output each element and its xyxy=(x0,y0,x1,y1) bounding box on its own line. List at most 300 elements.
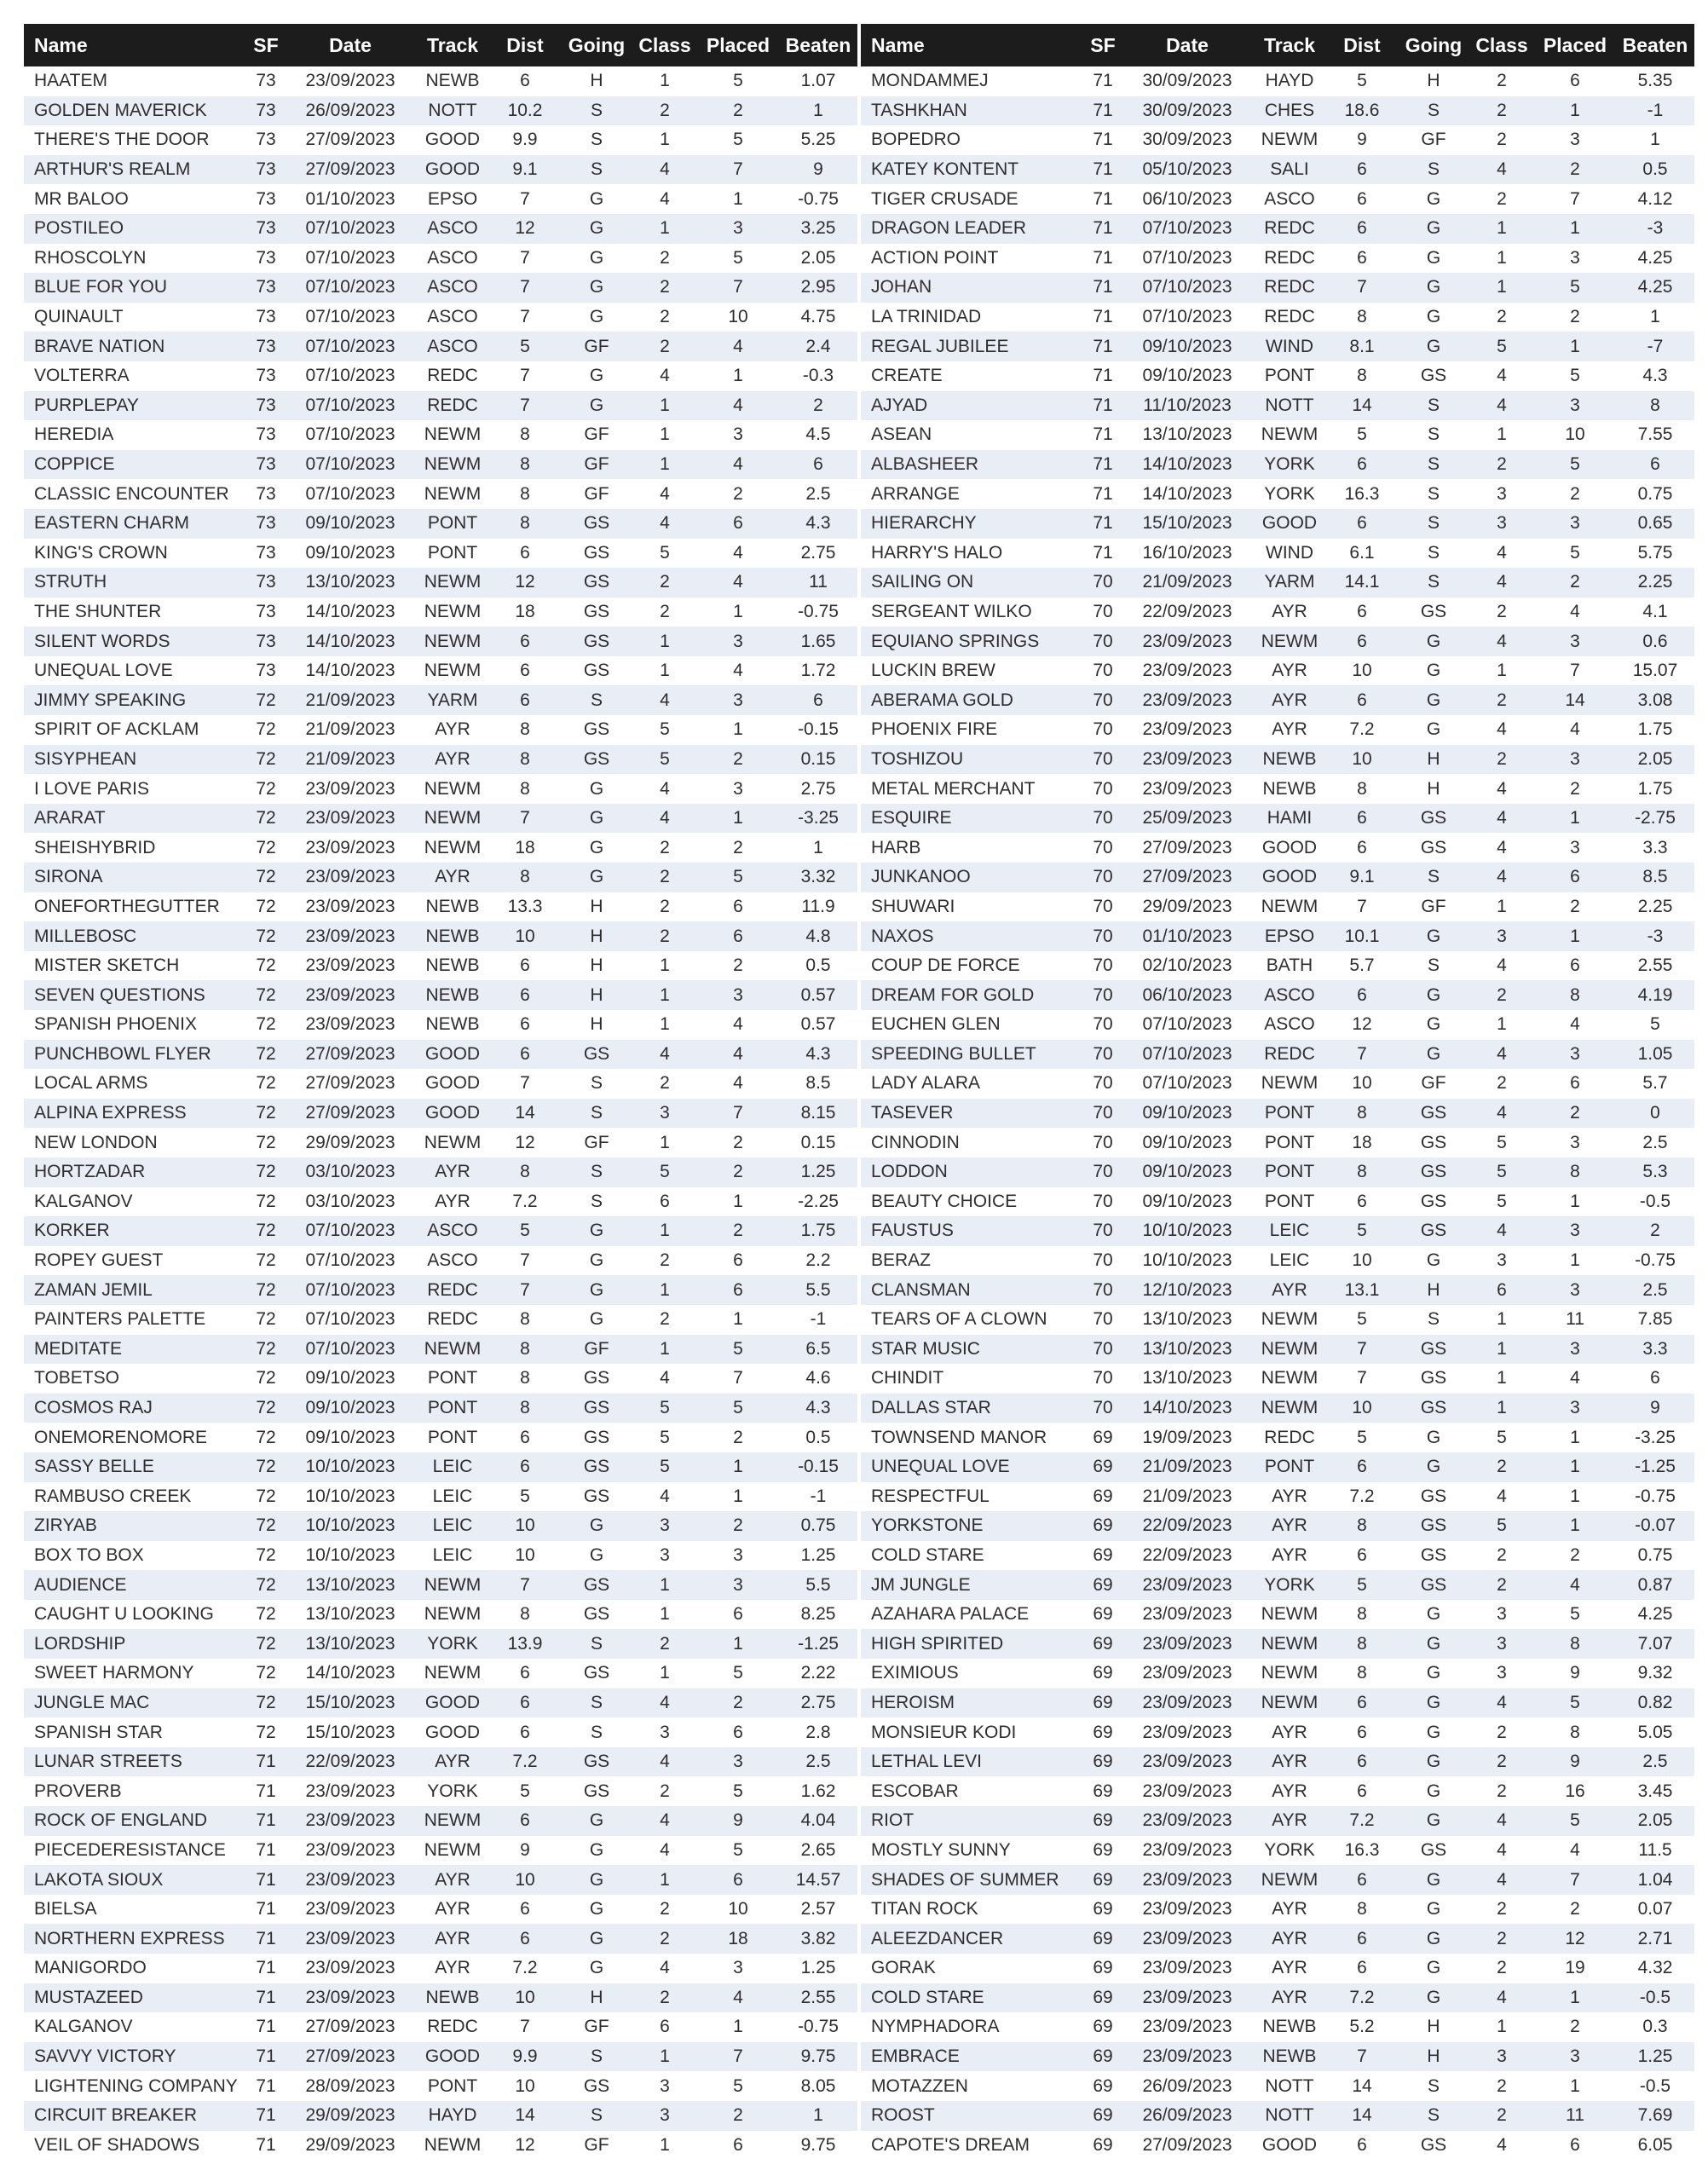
cell-date: 13/10/2023 xyxy=(285,568,416,597)
table-row xyxy=(24,214,857,244)
cell-track: PONT xyxy=(416,1423,489,1452)
cell-beaten: -1.25 xyxy=(779,1629,857,1659)
cell-dist: 13.3 xyxy=(489,892,561,922)
cell-date: 27/09/2023 xyxy=(285,1099,416,1129)
cell-sf: 69 xyxy=(1084,2042,1122,2072)
cell-date: 21/09/2023 xyxy=(1122,1482,1253,1512)
cell-sf: 72 xyxy=(247,1629,285,1659)
cell-sf: 73 xyxy=(247,184,285,214)
cell-track: REDC xyxy=(1253,214,1326,244)
cell-going: G xyxy=(561,1806,632,1836)
table-row xyxy=(861,804,1694,834)
cell-dist: 5 xyxy=(489,1776,561,1806)
cell-track: REDC xyxy=(416,361,489,391)
cell-date: 28/09/2023 xyxy=(285,2071,416,2101)
cell-beaten: 1.05 xyxy=(1616,1040,1694,1070)
cell-track: LEIC xyxy=(416,1511,489,1541)
table-row xyxy=(24,1394,857,1423)
cell-date: 14/10/2023 xyxy=(285,656,416,686)
table-row xyxy=(861,1717,1694,1747)
cell-placed: 2 xyxy=(697,479,779,509)
cell-placed: 3 xyxy=(1534,833,1616,863)
cell-dist: 10 xyxy=(489,1541,561,1571)
cell-name: TEARS OF A CLOWN xyxy=(861,1305,1084,1335)
cell-beaten: 1.25 xyxy=(779,1954,857,1983)
cell-class: 1 xyxy=(632,980,697,1010)
cell-date: 09/10/2023 xyxy=(285,1394,416,1423)
cell-dist: 6 xyxy=(1326,244,1398,274)
results-table-left xyxy=(24,24,857,2160)
table-row xyxy=(861,745,1694,775)
cell-beaten: 7.69 xyxy=(1616,2101,1694,2131)
cell-sf: 73 xyxy=(247,568,285,597)
cell-class: 3 xyxy=(632,1541,697,1571)
cell-date: 07/10/2023 xyxy=(285,273,416,303)
cell-track: PONT xyxy=(1253,1128,1326,1157)
cell-sf: 71 xyxy=(1084,96,1122,126)
cell-beaten: 2.65 xyxy=(779,1836,857,1866)
cell-placed: 5 xyxy=(1534,1688,1616,1718)
cell-beaten: -1 xyxy=(779,1482,857,1512)
cell-track: PONT xyxy=(416,1364,489,1394)
cell-going: G xyxy=(561,184,632,214)
cell-track: NEWM xyxy=(1253,892,1326,922)
cell-going: GS xyxy=(561,1600,632,1630)
cell-date: 26/09/2023 xyxy=(1122,2101,1253,2131)
cell-dist: 5 xyxy=(1326,1570,1398,1600)
cell-dist: 6 xyxy=(489,539,561,569)
cell-dist: 12 xyxy=(1326,1010,1398,1040)
cell-track: NOTT xyxy=(1253,2071,1326,2101)
cell-class: 1 xyxy=(632,2042,697,2072)
cell-date: 10/10/2023 xyxy=(285,1511,416,1541)
cell-going: S xyxy=(1398,2071,1469,2101)
cell-class: 4 xyxy=(632,804,697,834)
cell-sf: 69 xyxy=(1084,1452,1122,1482)
cell-track: PONT xyxy=(1253,1187,1326,1217)
cell-beaten: 8.5 xyxy=(779,1069,857,1099)
cell-track: NEWB xyxy=(416,1983,489,2013)
cell-dist: 18.6 xyxy=(1326,96,1398,126)
cell-sf: 72 xyxy=(247,921,285,951)
cell-placed: 2 xyxy=(697,1688,779,1718)
cell-going: GF xyxy=(1398,892,1469,922)
cell-name: HEREDIA xyxy=(24,420,247,450)
cell-beaten: 1 xyxy=(779,96,857,126)
cell-going: GF xyxy=(1398,1069,1469,1099)
cell-beaten: 7.55 xyxy=(1616,420,1694,450)
cell-name: LIGHTENING COMPANY xyxy=(24,2071,247,2101)
cell-placed: 1 xyxy=(1534,921,1616,951)
cell-placed: 1 xyxy=(697,184,779,214)
table-row xyxy=(24,1305,857,1335)
cell-date: 10/10/2023 xyxy=(285,1452,416,1482)
cell-track: EPSO xyxy=(416,184,489,214)
cell-sf: 71 xyxy=(247,1747,285,1777)
cell-dist: 10 xyxy=(1326,1394,1398,1423)
cell-dist: 10 xyxy=(1326,1069,1398,1099)
cell-beaten: -0.5 xyxy=(1616,1187,1694,1217)
cell-sf: 71 xyxy=(1084,125,1122,155)
cell-placed: 2 xyxy=(697,833,779,863)
cell-class: 5 xyxy=(632,745,697,775)
cell-sf: 71 xyxy=(1084,66,1122,96)
cell-track: REDC xyxy=(1253,273,1326,303)
cell-class: 4 xyxy=(632,184,697,214)
cell-placed: 3 xyxy=(1534,2042,1616,2072)
cell-dist: 9 xyxy=(1326,125,1398,155)
cell-beaten: 5.75 xyxy=(1616,539,1694,569)
cell-beaten: 1 xyxy=(1616,125,1694,155)
table-row xyxy=(861,2012,1694,2042)
cell-class: 2 xyxy=(1469,1776,1534,1806)
table-row xyxy=(24,1364,857,1394)
header-track: Track xyxy=(1253,24,1326,66)
cell-placed: 3 xyxy=(697,980,779,1010)
cell-sf: 70 xyxy=(1084,892,1122,922)
cell-beaten: -0.75 xyxy=(779,597,857,627)
table-row xyxy=(861,479,1694,509)
cell-class: 4 xyxy=(632,1482,697,1512)
cell-date: 23/09/2023 xyxy=(1122,626,1253,656)
cell-beaten: -0.75 xyxy=(1616,1246,1694,1276)
cell-class: 3 xyxy=(1469,509,1534,539)
cell-going: G xyxy=(1398,1924,1469,1954)
cell-track: SALI xyxy=(1253,155,1326,185)
cell-sf: 69 xyxy=(1084,1482,1122,1512)
cell-class: 2 xyxy=(1469,450,1534,480)
cell-beaten: 2.5 xyxy=(779,479,857,509)
cell-placed: 5 xyxy=(1534,1600,1616,1630)
table-row xyxy=(861,2131,1694,2161)
cell-date: 07/10/2023 xyxy=(1122,214,1253,244)
cell-dist: 6 xyxy=(1326,1776,1398,1806)
cell-sf: 69 xyxy=(1084,1983,1122,2013)
cell-date: 23/09/2023 xyxy=(1122,1688,1253,1718)
cell-beaten: 1.75 xyxy=(1616,715,1694,745)
cell-dist: 6 xyxy=(1326,1924,1398,1954)
cell-going: GF xyxy=(561,2012,632,2042)
cell-date: 09/10/2023 xyxy=(285,539,416,569)
cell-date: 23/09/2023 xyxy=(285,1806,416,1836)
cell-sf: 70 xyxy=(1084,1099,1122,1129)
cell-beaten: 4.12 xyxy=(1616,184,1694,214)
cell-class: 1 xyxy=(632,1275,697,1305)
cell-date: 27/09/2023 xyxy=(1122,833,1253,863)
cell-sf: 70 xyxy=(1084,1187,1122,1217)
cell-dist: 6 xyxy=(1326,833,1398,863)
cell-date: 23/09/2023 xyxy=(285,1895,416,1925)
cell-date: 07/10/2023 xyxy=(285,1246,416,1276)
table-row xyxy=(24,332,857,361)
cell-going: G xyxy=(561,1895,632,1925)
cell-class: 2 xyxy=(632,863,697,892)
table-row xyxy=(861,1511,1694,1541)
cell-name: JUNGLE MAC xyxy=(24,1688,247,1718)
cell-sf: 69 xyxy=(1084,1924,1122,1954)
cell-placed: 2 xyxy=(1534,303,1616,332)
cell-name: ROOST xyxy=(861,2101,1084,2131)
cell-placed: 4 xyxy=(697,1040,779,1070)
cell-class: 3 xyxy=(1469,479,1534,509)
cell-name: COPPICE xyxy=(24,450,247,480)
cell-class: 1 xyxy=(1469,1305,1534,1335)
cell-class: 4 xyxy=(1469,1688,1534,1718)
cell-sf: 72 xyxy=(247,1275,285,1305)
table-row xyxy=(861,1128,1694,1157)
cell-placed: 6 xyxy=(1534,1069,1616,1099)
cell-dist: 6 xyxy=(489,1040,561,1070)
cell-date: 23/09/2023 xyxy=(285,1865,416,1895)
table-row xyxy=(861,2042,1694,2072)
table-row xyxy=(24,1275,857,1305)
cell-placed: 2 xyxy=(1534,479,1616,509)
cell-going: G xyxy=(1398,626,1469,656)
cell-name: AUDIENCE xyxy=(24,1570,247,1600)
cell-track: GOOD xyxy=(416,155,489,185)
cell-class: 4 xyxy=(1469,863,1534,892)
cell-track: LEIC xyxy=(416,1482,489,1512)
cell-beaten: 0.5 xyxy=(779,951,857,981)
cell-beaten: 3.3 xyxy=(1616,1335,1694,1365)
cell-class: 2 xyxy=(1469,303,1534,332)
cell-placed: 10 xyxy=(697,1895,779,1925)
cell-beaten: 6.05 xyxy=(1616,2131,1694,2161)
cell-date: 13/10/2023 xyxy=(1122,1305,1253,1335)
cell-class: 1 xyxy=(1469,2012,1534,2042)
cell-dist: 7 xyxy=(489,1069,561,1099)
cell-dist: 6.1 xyxy=(1326,539,1398,569)
cell-sf: 69 xyxy=(1084,1511,1122,1541)
cell-date: 23/09/2023 xyxy=(285,1836,416,1866)
cell-beaten: 8.25 xyxy=(779,1600,857,1630)
cell-name: SAILING ON xyxy=(861,568,1084,597)
table-row xyxy=(861,1364,1694,1394)
cell-dist: 14.1 xyxy=(1326,568,1398,597)
cell-date: 07/10/2023 xyxy=(285,420,416,450)
cell-date: 13/10/2023 xyxy=(285,1570,416,1600)
cell-beaten: -0.15 xyxy=(779,1452,857,1482)
cell-sf: 72 xyxy=(247,1364,285,1394)
table-row xyxy=(861,361,1694,391)
cell-going: S xyxy=(561,1717,632,1747)
cell-placed: 3 xyxy=(697,774,779,804)
results-table-right xyxy=(861,24,1694,2160)
cell-track: PONT xyxy=(1253,1157,1326,1187)
cell-beaten: 7.07 xyxy=(1616,1629,1694,1659)
cell-going: H xyxy=(561,892,632,922)
cell-track: PONT xyxy=(416,2071,489,2101)
cell-beaten: 4.3 xyxy=(779,1394,857,1423)
cell-dist: 6 xyxy=(489,1924,561,1954)
cell-class: 1 xyxy=(1469,1364,1534,1394)
cell-class: 5 xyxy=(632,1423,697,1452)
cell-going: GS xyxy=(1398,1364,1469,1394)
cell-name: ROPEY GUEST xyxy=(24,1246,247,1276)
cell-track: NEWM xyxy=(416,420,489,450)
cell-going: S xyxy=(561,2042,632,2072)
cell-name: ARTHUR'S REALM xyxy=(24,155,247,185)
cell-sf: 72 xyxy=(247,1570,285,1600)
cell-going: H xyxy=(1398,1275,1469,1305)
cell-beaten: 1.25 xyxy=(779,1157,857,1187)
cell-name: COUP DE FORCE xyxy=(861,951,1084,981)
table-row xyxy=(861,656,1694,686)
cell-beaten: 2.05 xyxy=(779,244,857,274)
cell-date: 10/10/2023 xyxy=(1122,1246,1253,1276)
cell-sf: 70 xyxy=(1084,863,1122,892)
cell-placed: 1 xyxy=(697,804,779,834)
cell-sf: 72 xyxy=(247,833,285,863)
cell-name: LUNAR STREETS xyxy=(24,1747,247,1777)
cell-sf: 72 xyxy=(247,1187,285,1217)
cell-dist: 8 xyxy=(1326,774,1398,804)
cell-date: 07/10/2023 xyxy=(1122,1010,1253,1040)
cell-beaten: 2.95 xyxy=(779,273,857,303)
cell-name: JIMMY SPEAKING xyxy=(24,685,247,715)
table-row xyxy=(861,1010,1694,1040)
cell-dist: 6 xyxy=(1326,1541,1398,1571)
cell-track: NEWM xyxy=(1253,1069,1326,1099)
cell-going: S xyxy=(561,1157,632,1187)
cell-placed: 11 xyxy=(1534,1305,1616,1335)
cell-dist: 8 xyxy=(489,1335,561,1365)
table-row xyxy=(24,951,857,981)
cell-date: 07/10/2023 xyxy=(285,303,416,332)
cell-placed: 1 xyxy=(697,1187,779,1217)
cell-name: MEDITATE xyxy=(24,1335,247,1365)
cell-track: GOOD xyxy=(416,1040,489,1070)
cell-sf: 71 xyxy=(1084,361,1122,391)
cell-placed: 5 xyxy=(697,244,779,274)
cell-date: 23/09/2023 xyxy=(1122,1865,1253,1895)
cell-sf: 69 xyxy=(1084,1717,1122,1747)
cell-class: 1 xyxy=(632,420,697,450)
cell-placed: 1 xyxy=(1534,2071,1616,2101)
cell-date: 29/09/2023 xyxy=(285,2131,416,2161)
cell-beaten: 0.75 xyxy=(1616,479,1694,509)
table-row xyxy=(861,1747,1694,1777)
cell-name: HIERARCHY xyxy=(861,509,1084,539)
cell-dist: 10 xyxy=(489,921,561,951)
cell-dist: 6 xyxy=(1326,1954,1398,1983)
cell-placed: 7 xyxy=(697,273,779,303)
cell-dist: 6 xyxy=(489,1806,561,1836)
cell-dist: 5.2 xyxy=(1326,2012,1398,2042)
cell-going: G xyxy=(1398,214,1469,244)
cell-class: 5 xyxy=(1469,332,1534,361)
cell-sf: 70 xyxy=(1084,1246,1122,1276)
cell-going: GS xyxy=(1398,804,1469,834)
cell-date: 27/09/2023 xyxy=(285,2042,416,2072)
cell-sf: 70 xyxy=(1084,685,1122,715)
cell-class: 4 xyxy=(1469,155,1534,185)
cell-beaten: 3.08 xyxy=(1616,685,1694,715)
cell-placed: 3 xyxy=(697,1541,779,1571)
cell-class: 3 xyxy=(1469,1600,1534,1630)
cell-sf: 73 xyxy=(247,155,285,185)
table-row xyxy=(861,1157,1694,1187)
cell-placed: 2 xyxy=(697,1128,779,1157)
table-row xyxy=(24,1983,857,2013)
cell-going: S xyxy=(1398,96,1469,126)
cell-date: 15/10/2023 xyxy=(285,1717,416,1747)
cell-track: ASCO xyxy=(416,214,489,244)
cell-date: 27/09/2023 xyxy=(285,1069,416,1099)
cell-track: YARM xyxy=(1253,568,1326,597)
cell-track: ASCO xyxy=(416,1216,489,1246)
cell-sf: 69 xyxy=(1084,1423,1122,1452)
cell-placed: 7 xyxy=(1534,656,1616,686)
cell-dist: 8 xyxy=(489,774,561,804)
cell-dist: 12 xyxy=(489,1128,561,1157)
cell-date: 27/09/2023 xyxy=(1122,2131,1253,2161)
cell-sf: 71 xyxy=(247,2131,285,2161)
cell-sf: 70 xyxy=(1084,1275,1122,1305)
cell-track: AYR xyxy=(1253,1717,1326,1747)
cell-placed: 9 xyxy=(1534,1659,1616,1688)
cell-dist: 10 xyxy=(1326,1246,1398,1276)
table-row xyxy=(861,1482,1694,1512)
cell-placed: 6 xyxy=(697,1865,779,1895)
cell-track: AYR xyxy=(1253,1511,1326,1541)
table-row xyxy=(24,1040,857,1070)
cell-going: G xyxy=(1398,1600,1469,1630)
cell-placed: 4 xyxy=(1534,715,1616,745)
cell-class: 5 xyxy=(632,1157,697,1187)
cell-date: 14/10/2023 xyxy=(1122,1394,1253,1423)
cell-track: NEWM xyxy=(1253,1305,1326,1335)
cell-date: 29/09/2023 xyxy=(1122,892,1253,922)
cell-date: 07/10/2023 xyxy=(285,479,416,509)
cell-name: SILENT WORDS xyxy=(24,626,247,656)
cell-sf: 71 xyxy=(1084,155,1122,185)
cell-class: 1 xyxy=(632,1600,697,1630)
cell-sf: 70 xyxy=(1084,951,1122,981)
cell-name: THERE'S THE DOOR xyxy=(24,125,247,155)
cell-date: 11/10/2023 xyxy=(1122,391,1253,421)
table-row xyxy=(861,1335,1694,1365)
cell-track: YORK xyxy=(1253,1570,1326,1600)
cell-track: NEWB xyxy=(416,66,489,96)
cell-beaten: 0.57 xyxy=(779,980,857,1010)
cell-placed: 1 xyxy=(1534,1482,1616,1512)
cell-track: HAMI xyxy=(1253,804,1326,834)
cell-date: 22/09/2023 xyxy=(1122,1541,1253,1571)
cell-dist: 6 xyxy=(1326,509,1398,539)
cell-sf: 69 xyxy=(1084,1629,1122,1659)
cell-track: NEWM xyxy=(416,1570,489,1600)
cell-placed: 19 xyxy=(1534,1954,1616,1983)
cell-track: GOOD xyxy=(1253,833,1326,863)
cell-placed: 7 xyxy=(697,155,779,185)
table-row xyxy=(861,303,1694,332)
table-row xyxy=(24,774,857,804)
header-going: Going xyxy=(561,24,632,66)
cell-class: 4 xyxy=(1469,626,1534,656)
cell-date: 13/10/2023 xyxy=(1122,420,1253,450)
table-row xyxy=(861,1954,1694,1983)
cell-class: 2 xyxy=(632,96,697,126)
cell-date: 14/10/2023 xyxy=(1122,479,1253,509)
cell-placed: 1 xyxy=(1534,1452,1616,1482)
cell-class: 2 xyxy=(632,1069,697,1099)
table-row xyxy=(24,479,857,509)
cell-date: 23/09/2023 xyxy=(285,980,416,1010)
cell-sf: 69 xyxy=(1084,1806,1122,1836)
cell-class: 4 xyxy=(632,1806,697,1836)
cell-dist: 7 xyxy=(489,1275,561,1305)
